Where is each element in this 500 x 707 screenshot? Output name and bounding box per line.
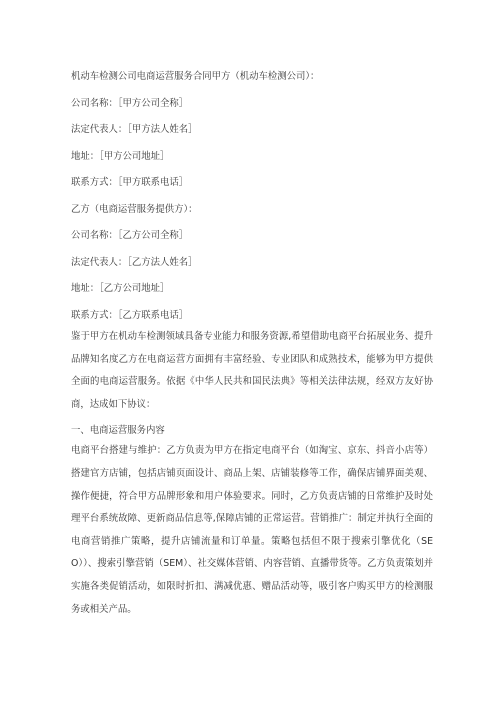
- party-a-company: 公司名称：［甲方公司全称］: [71, 97, 189, 109]
- party-a-contact: 联系方式：［甲方联系电话］: [71, 177, 189, 188]
- document-content: [71, 71, 433, 621]
- contract-title: 机动车检测公司电商运营服务合同甲方（机动车检测公司）：: [71, 71, 320, 82]
- party-b-address: 地址：［乙方公司地址］: [71, 283, 170, 294]
- party-a-legal-rep: 法定代表人：［甲方法人姓名］: [71, 124, 198, 135]
- party-b-contact: 联系方式：［乙方联系电话］: [71, 309, 189, 321]
- party-a-address: 地址：［甲方公司地址］: [71, 150, 170, 162]
- section-1-paragraph: 电商平台搭建与维护：乙方负责为甲方在指定电商平台（如淘宝、京东、抖音小店等）搭建官方店铺，包括店铺页面设计、商品上架、店铺装修等工作，确保店铺界面美观、操作便捷，符合甲方品牌形象和用户体验要求。同时，乙方负责店铺的日常维护及时处理平台系统故障、更新商品信息等,保障店铺的正常运营。营销推广：制定并执行全面的电商营销推广策略，提升店铺流量和订单量。策略包括但不限于搜索引擎优化（SEO））、搜索引擎营销（SEM）、社交媒体营销、内容营销、直播带货等。乙方负责策划并实施各类促销活动，如限时折扣、满减优惠、赠品活动等，吸引客户购买甲方的检测服务或相关产品。: [71, 445, 433, 615]
- section-1-heading: 一、电商运营服务内容: [71, 425, 165, 437]
- party-b-company: 公司名称：［乙方公司全称］: [71, 230, 189, 241]
- party-b-heading: 乙方（电商运营服务提供方）：: [71, 203, 198, 215]
- party-b-legal-rep: 法定代表人：［乙方法人姓名］: [71, 256, 198, 268]
- preamble-paragraph: 鉴于甲方在机动车检测领域具备专业能力和服务资源,希望借助电商平台拓展业务、提升品牌知名度乙方在电商运营方面拥有丰富经验、专业团队和成熟技术，能够为甲方提供全面的电商运营服务。依据《中华人民共和国民法典》等相关法律法规，经双方友好协商，达成如下协议：: [71, 331, 433, 410]
